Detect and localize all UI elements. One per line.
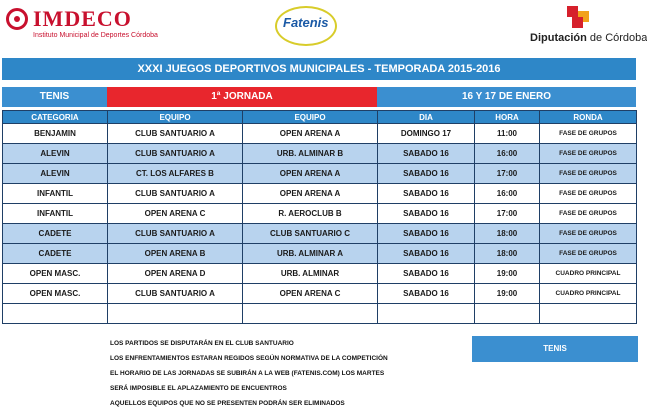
diputacion-logo (512, 6, 647, 50)
sport-label: TENIS (2, 87, 107, 107)
cell-dia: DOMINGO 17 (378, 124, 475, 144)
cell-ronda: FASE DE GRUPOS (540, 124, 637, 144)
page-title: XXXI JUEGOS DEPORTIVOS MUNICIPALES - TEMPORADA 2015-2016 (2, 58, 636, 80)
cell-categoria: ALEVIN (3, 144, 108, 164)
cell-categoria: CADETE (3, 244, 108, 264)
cell-categoria: OPEN MASC. (3, 264, 108, 284)
cell-equipo-2: CLUB SANTUARIO C (243, 224, 378, 244)
table-row (3, 224, 637, 244)
cell-equipo-2: URB. ALMINAR (243, 264, 378, 284)
col-header-hora: HORA (475, 111, 540, 124)
table-row (3, 144, 637, 164)
cell-dia: SABADO 16 (378, 164, 475, 184)
cell-ronda: FASE DE GRUPOS (540, 204, 637, 224)
schedule-table (2, 110, 637, 324)
table-row (3, 264, 637, 284)
cell-equipo-2: R. AEROCLUB B (243, 204, 378, 224)
table-row (3, 284, 637, 304)
cell-categoria (3, 304, 108, 324)
cell-categoria: INFANTIL (3, 204, 108, 224)
cell-hora: 17:00 (475, 164, 540, 184)
col-header-equipo-2: EQUIPO (243, 111, 378, 124)
cell-hora: 16:00 (475, 144, 540, 164)
note-item: EL HORARIO DE LAS JORNADAS SE SUBIRÁN A LA WEB (FATENIS.COM) LOS MARTES (110, 370, 385, 377)
logo-bar (0, 0, 647, 56)
cell-categoria: BENJAMIN (3, 124, 108, 144)
cell-ronda (540, 304, 637, 324)
note-item: AQUELLOS EQUIPOS QUE NO SE PRESENTEN PODRÁN SER ELIMINADOS (110, 400, 345, 407)
cell-equipo-1: CLUB SANTUARIO A (108, 144, 243, 164)
cell-dia (378, 304, 475, 324)
cell-hora: 16:00 (475, 184, 540, 204)
table-row-empty (3, 304, 637, 324)
cell-dia: SABADO 16 (378, 184, 475, 204)
imdeco-name: IMDECO (33, 6, 132, 31)
col-header-ronda: RONDA (540, 111, 637, 124)
table-row (3, 184, 637, 204)
col-header-equipo-1: EQUIPO (108, 111, 243, 124)
cell-equipo-2: OPEN ARENA A (243, 124, 378, 144)
cell-dia: SABADO 16 (378, 204, 475, 224)
cell-dia: SABADO 16 (378, 284, 475, 304)
cell-equipo-1: OPEN ARENA C (108, 204, 243, 224)
note-item: SERÁ IMPOSIBLE EL APLAZAMIENTO DE ENCUENTROS (110, 385, 287, 392)
note-item: LOS ENFRENTAMIENTOS ESTARAN REGIDOS SEGÚN NORMATIVA DE LA COMPETICIÓN (110, 355, 388, 362)
cell-equipo-2: URB. ALMINAR B (243, 144, 378, 164)
cell-hora: 17:00 (475, 204, 540, 224)
cell-ronda: FASE DE GRUPOS (540, 184, 637, 204)
diputacion-name: Diputación de Córdoba (530, 32, 647, 44)
cell-hora: 19:00 (475, 264, 540, 284)
cell-equipo-1: CT. LOS ALFARES B (108, 164, 243, 184)
cell-equipo-2: OPEN ARENA A (243, 164, 378, 184)
dates-label: 16 Y 17 DE ENERO (377, 87, 636, 107)
cell-categoria: OPEN MASC. (3, 284, 108, 304)
imdeco-emblem-icon (6, 8, 28, 30)
cell-ronda: FASE DE GRUPOS (540, 144, 637, 164)
cell-ronda: FASE DE GRUPOS (540, 224, 637, 244)
cell-equipo-1: CLUB SANTUARIO A (108, 284, 243, 304)
cell-equipo-2: URB. ALMINAR A (243, 244, 378, 264)
cell-ronda: FASE DE GRUPOS (540, 164, 637, 184)
cell-equipo-1: OPEN ARENA D (108, 264, 243, 284)
footer-sport-badge: TENIS (472, 336, 638, 362)
cell-hora (475, 304, 540, 324)
cell-equipo-1 (108, 304, 243, 324)
jornada-label: 1ª JORNADA (107, 87, 377, 107)
note-item: LOS PARTIDOS SE DISPUTARÁN EN EL CLUB SANTUARIO (110, 340, 294, 347)
cell-equipo-2 (243, 304, 378, 324)
cell-equipo-1: CLUB SANTUARIO A (108, 184, 243, 204)
cell-equipo-1: CLUB SANTUARIO A (108, 124, 243, 144)
table-row (3, 244, 637, 264)
table-row (3, 204, 637, 224)
cell-dia: SABADO 16 (378, 264, 475, 284)
cell-categoria: CADETE (3, 224, 108, 244)
diputacion-emblem-icon (567, 6, 589, 28)
col-header-dia: DIA (378, 111, 475, 124)
cell-hora: 11:00 (475, 124, 540, 144)
cell-categoria: INFANTIL (3, 184, 108, 204)
imdeco-subtitle: Instituto Municipal de Deportes Córdoba (33, 32, 158, 39)
cell-equipo-1: CLUB SANTUARIO A (108, 224, 243, 244)
cell-dia: SABADO 16 (378, 144, 475, 164)
fatenis-logo (275, 6, 345, 50)
table-row (3, 124, 637, 144)
cell-equipo-2: OPEN ARENA A (243, 184, 378, 204)
cell-ronda: CUADRO PRINCIPAL (540, 264, 637, 284)
cell-ronda: CUADRO PRINCIPAL (540, 284, 637, 304)
fatenis-name: Fatenis (283, 15, 329, 30)
col-header-categoria: CATEGORIA (3, 111, 108, 124)
cell-hora: 19:00 (475, 284, 540, 304)
subheader-bar (2, 87, 636, 107)
cell-equipo-1: OPEN ARENA B (108, 244, 243, 264)
cell-dia: SABADO 16 (378, 244, 475, 264)
cell-hora: 18:00 (475, 224, 540, 244)
imdeco-logo (6, 6, 156, 46)
cell-equipo-2: OPEN ARENA C (243, 284, 378, 304)
cell-hora: 18:00 (475, 244, 540, 264)
cell-dia: SABADO 16 (378, 224, 475, 244)
table-row (3, 164, 637, 184)
cell-ronda: FASE DE GRUPOS (540, 244, 637, 264)
notes-list (110, 336, 450, 411)
cell-categoria: ALEVIN (3, 164, 108, 184)
table-header-row (3, 111, 637, 124)
